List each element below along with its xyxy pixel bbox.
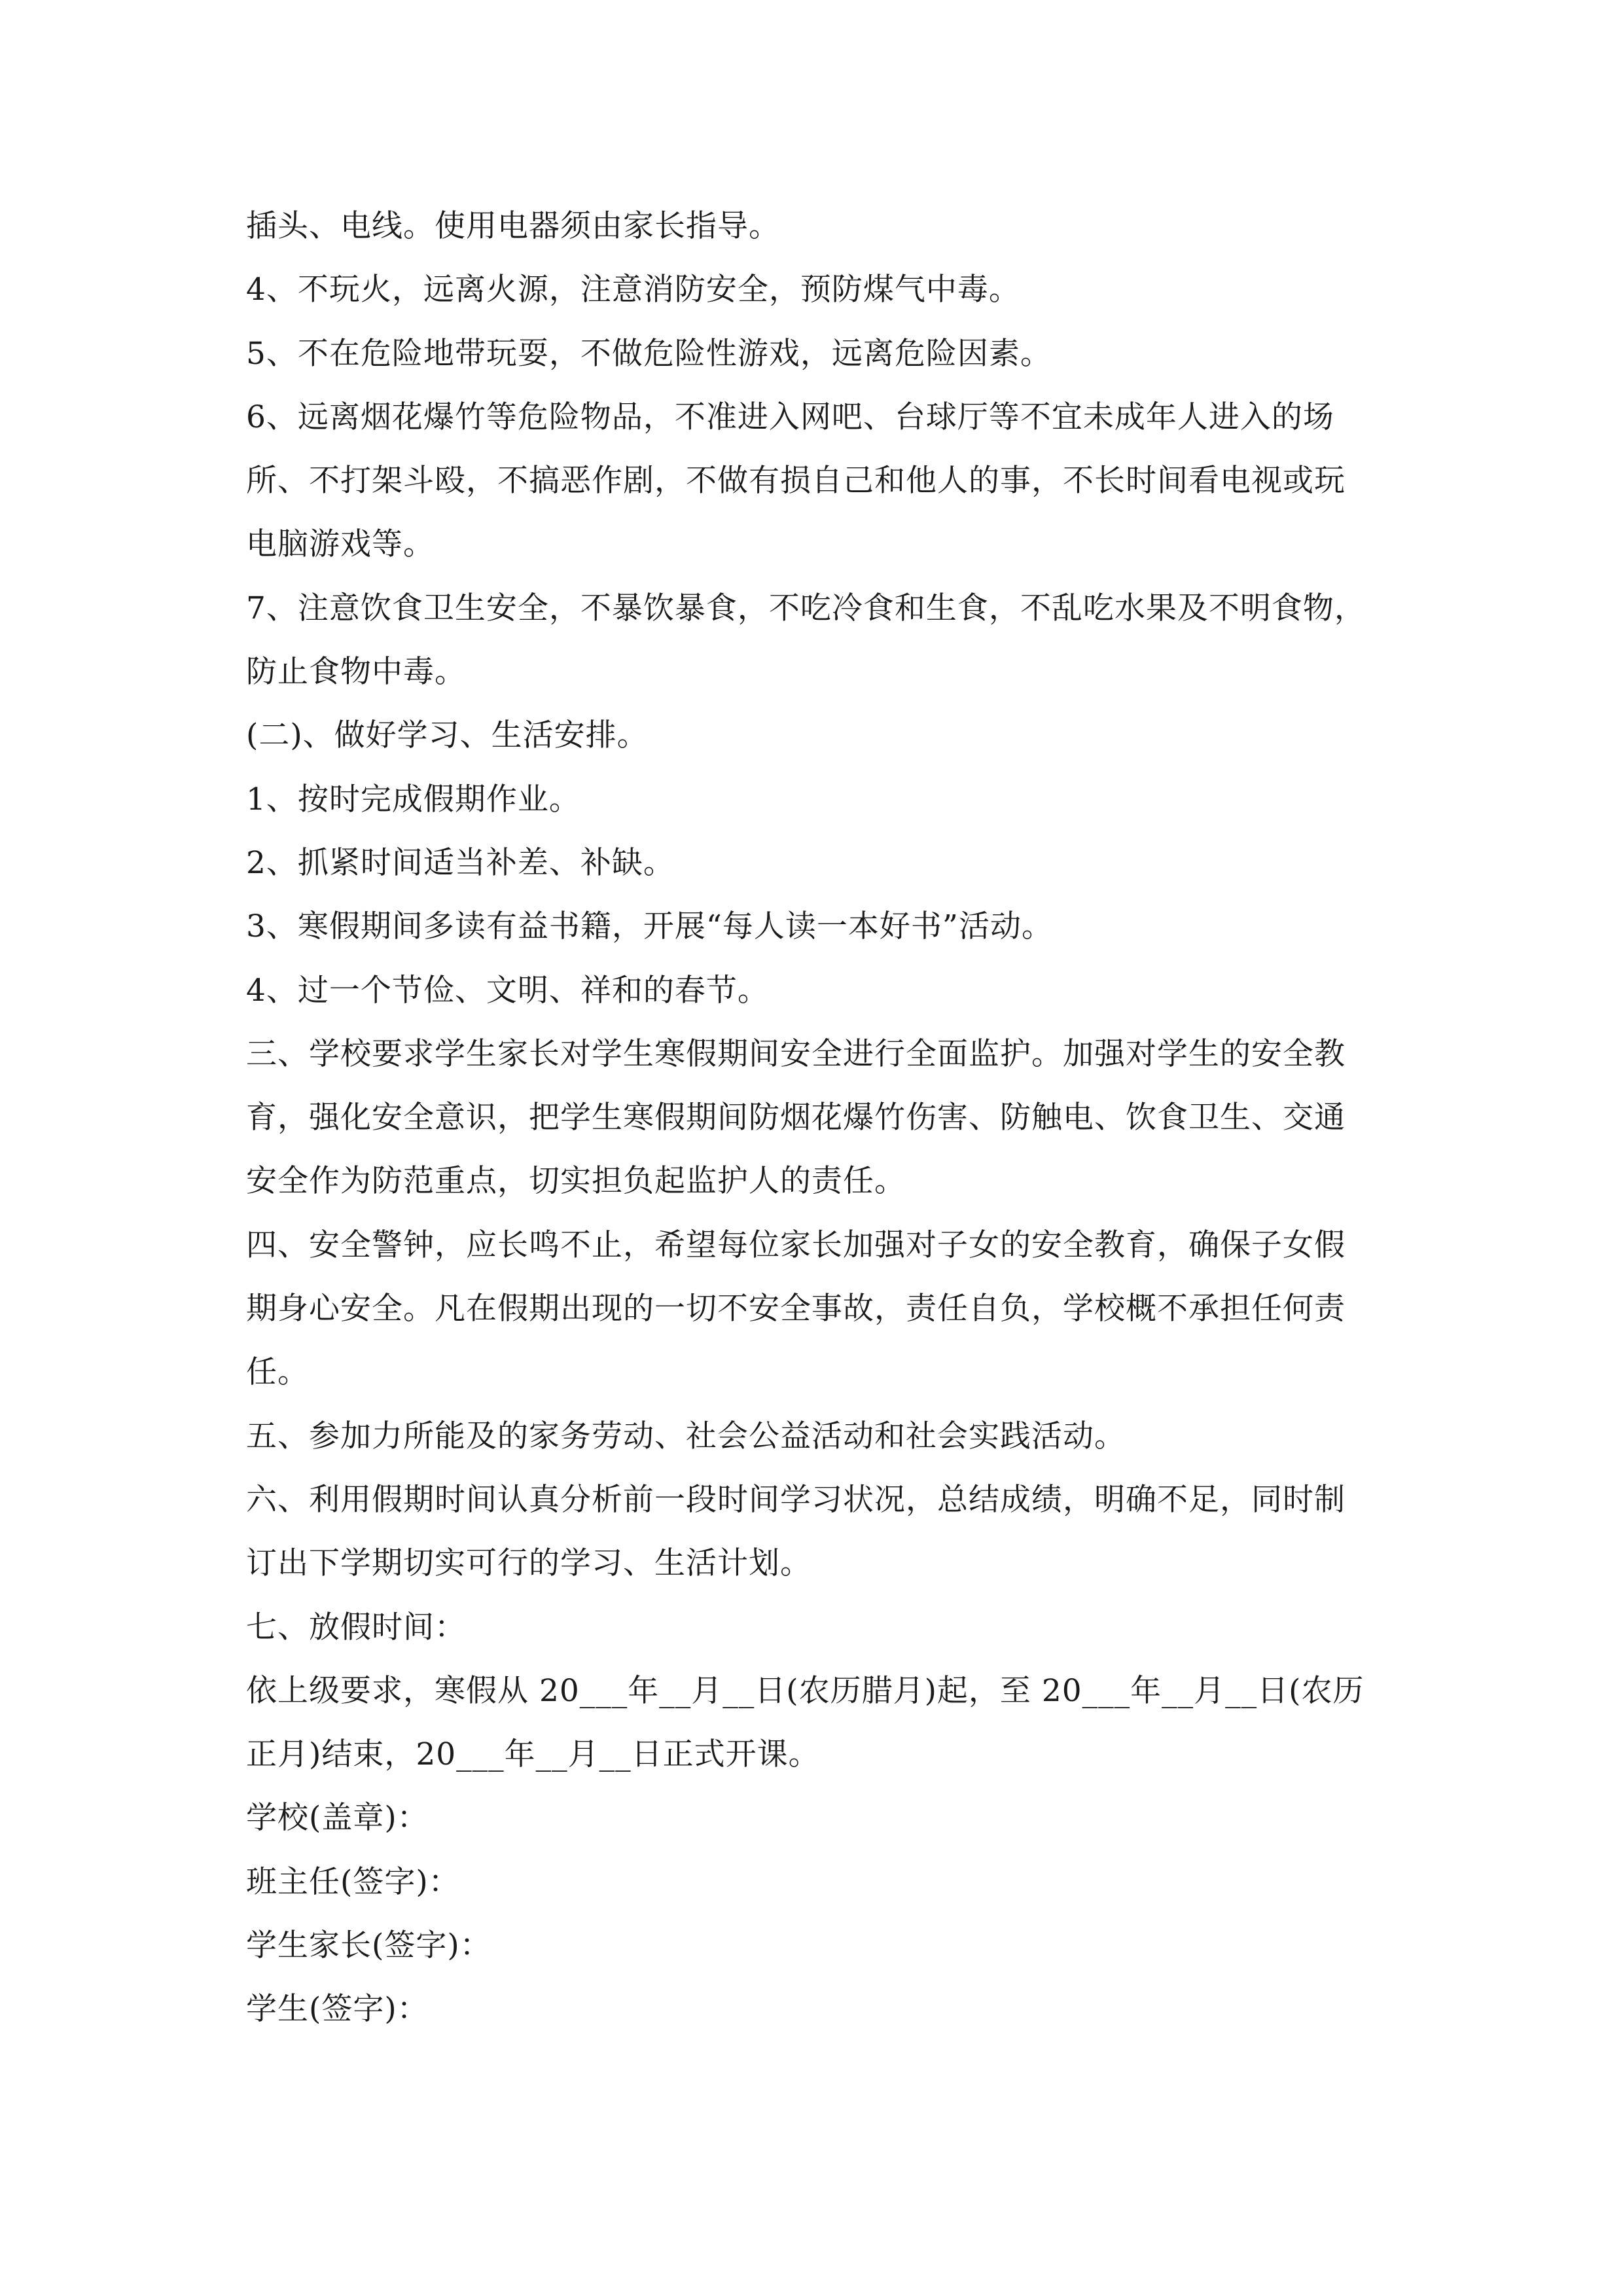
document-body bbox=[246, 194, 1398, 2041]
text-line: 电脑游戏等。 bbox=[246, 526, 435, 563]
text-line: 1、按时完成假期作业。 bbox=[246, 781, 580, 817]
text-line: 四、安全警钟，应长鸣不止，希望每位家长加强对子女的安全教育，确保子女假 bbox=[246, 1227, 1346, 1263]
text-line: 五、参加力所能及的家务劳动、社会公益活动和社会实践活动。 bbox=[246, 1418, 1126, 1454]
text-line: 学生(签字)： bbox=[246, 1991, 429, 2028]
text-line: 班主任(签字)： bbox=[246, 1863, 460, 1900]
text-line: 育，强化安全意识，把学生寒假期间防烟花爆竹伤害、防触电、饮食卫生、交通 bbox=[246, 1100, 1346, 1136]
text-line: 安全作为防范重点，切实担负起监护人的责任。 bbox=[246, 1163, 906, 1200]
text-line: 4、过一个节俭、文明、祥和的春节。 bbox=[246, 972, 769, 1009]
text-line: 5、不在危险地带玩耍，不做危险性游戏，远离危险因素。 bbox=[246, 335, 1052, 372]
text-line: 4、不玩火，远离火源，注意消防安全，预防煤气中毒。 bbox=[246, 272, 1020, 308]
text-line: 三、学校要求学生家长对学生寒假期间安全进行全面监护。加强对学生的安全教 bbox=[246, 1035, 1346, 1072]
text-line: (二)、做好学习、生活安排。 bbox=[246, 717, 649, 754]
text-line: 3、寒假期间多读有益书籍，开展“每人读一本好书”活动。 bbox=[246, 908, 1053, 945]
text-line: 六、利用假期时间认真分析前一段时间学习状况，总结成绩，明确不足，同时制 bbox=[246, 1481, 1346, 1518]
text-line: 7、注意饮食卫生安全，不暴饮暴食，不吃冷食和生食，不乱吃水果及不明食物， bbox=[246, 590, 1366, 626]
text-line: 2、抓紧时间适当补差、补缺。 bbox=[246, 844, 675, 881]
text-line: 正月)结束，20___年__月__日正式开课。 bbox=[246, 1736, 820, 1773]
text-line: 所、不打架斗殴，不搞恶作剧，不做有损自己和他人的事，不长时间看电视或玩 bbox=[246, 463, 1346, 499]
text-line: 任。 bbox=[246, 1354, 309, 1391]
text-line: 依上级要求，寒假从 20___年__月__日(农历腊月)起，至 20___年__月__日(农历 bbox=[246, 1672, 1364, 1709]
text-line: 插头、电线。使用电器须由家长指导。 bbox=[246, 208, 780, 244]
text-line: 七、放假时间： bbox=[246, 1609, 466, 1645]
text-line: 6、远离烟花爆竹等危险物品，不准进入网吧、台球厅等不宜未成年人进入的场 bbox=[246, 399, 1334, 435]
text-line: 防止食物中毒。 bbox=[246, 654, 466, 691]
text-line: 订出下学期切实可行的学习、生活计划。 bbox=[246, 1545, 812, 1582]
text-line: 学校(盖章)： bbox=[246, 1800, 429, 1837]
text-line: 期身心安全。凡在假期出现的一切不安全事故，责任自负，学校概不承担任何责 bbox=[246, 1291, 1346, 1327]
text-line: 学生家长(签字)： bbox=[246, 1928, 491, 1964]
